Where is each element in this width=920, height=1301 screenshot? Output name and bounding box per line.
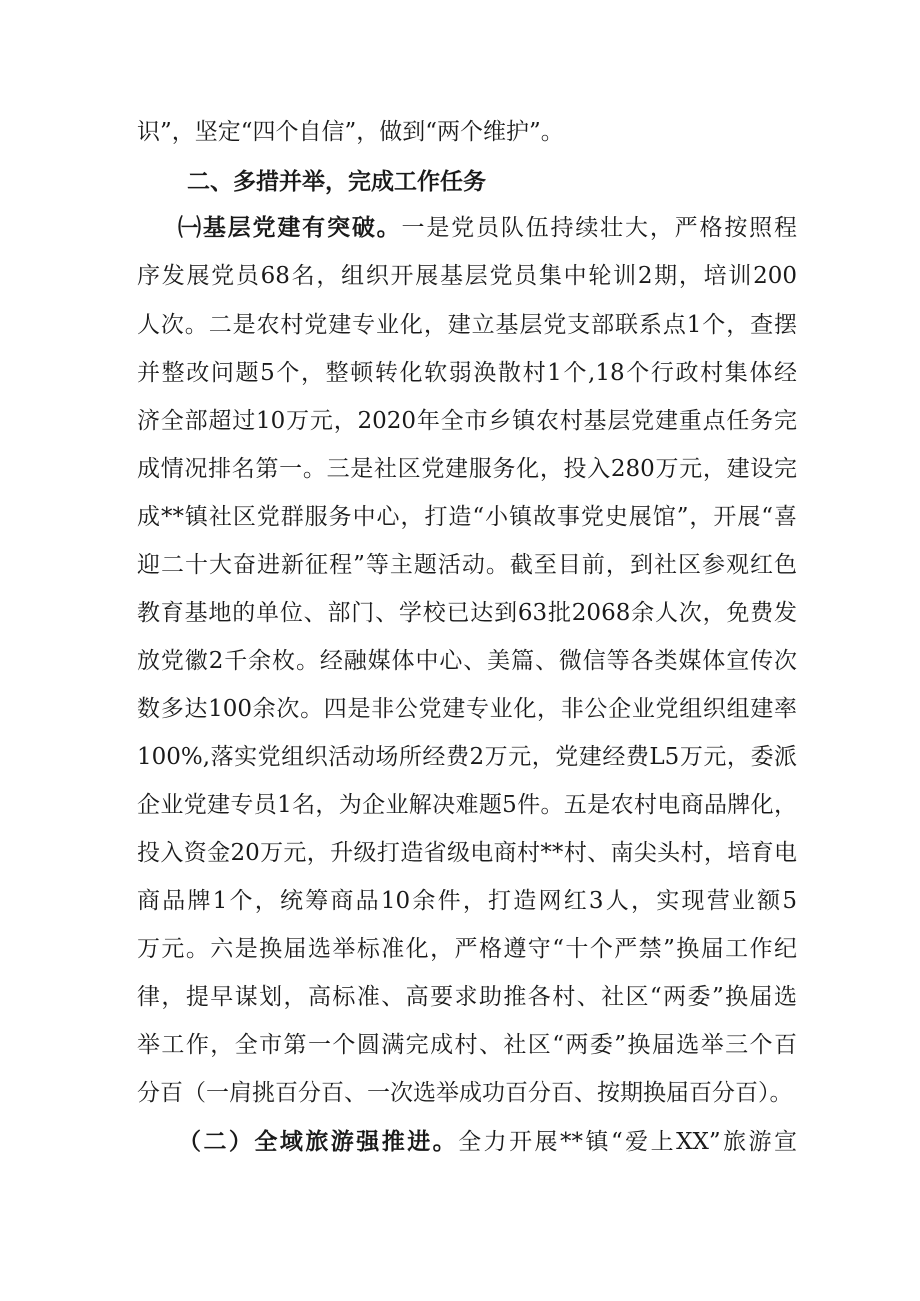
paragraph1-first-line [178, 213, 797, 243]
paragraph1-line: 举工作，全市第一个圆满完成村、社区“两委”换届选举三个百 [137, 1032, 797, 1058]
paragraph1-line: 济全部超过10万元，2020年全市乡镇农村基层党建重点任务完 [137, 408, 797, 434]
paragraph1-line: 迎二十大奋进新征程”等主题活动。截至目前，到社区参观红色 [137, 552, 797, 578]
paragraph2-first-line [178, 1127, 797, 1157]
paragraph1-line: 律，提早谋划，高标准、高要求助推各村、社区“两委”换届选 [137, 984, 797, 1010]
paragraph1-line: 人次。二是农村党建专业化，建立基层党支部联系点1个，查摆 [137, 312, 797, 338]
paragraph1-line: 万元。六是换届选举标准化，严格遵守“十个严禁”换届工作纪 [137, 936, 797, 962]
section-heading: 二、多措并举，完成工作任务 [187, 168, 486, 195]
paragraph1-line: 商品牌1个，统筹商品10余件，打造网红3人，实现营业额5 [137, 888, 797, 914]
paragraph1-line: 100%,落实党组织活动场所经费2万元，党建经费L5万元，委派 [137, 744, 797, 770]
paragraph2-rest: 全力开展**镇“爱上XX”旅游宣 [458, 1129, 798, 1155]
paragraph1-line: 序发展党员68名，组织开展基层党员集中轮训2期，培训200 [137, 263, 797, 289]
paragraph1-line: 成情况排名第一。三是社区党建服务化，投入280万元，建设完 [137, 456, 797, 482]
paragraph1-line: 投入资金20万元，升级打造省级电商村**村、南尖头村，培育电 [137, 840, 797, 866]
paragraph1-last-line: 分百（一肩挑百分百、一次选举成功百分百、按期换届百分百）。 [137, 1080, 793, 1106]
continuation-line: 识”，坚定“四个自信”，做到“两个维护”。 [137, 119, 564, 145]
paragraph2-lead: （二）全域旅游强推进。 [178, 1128, 459, 1155]
paragraph1-line: 成**镇社区党群服务中心，打造“小镇故事党史展馆”，开展“喜 [137, 504, 797, 530]
paragraph1-lead: ㈠基层党建有突破。 [178, 214, 402, 241]
paragraph1-first-rest: 一是党员队伍持续壮大，严格按照程 [401, 215, 798, 241]
paragraph1-line: 并整改问题5个，整顿转化软弱涣散村1个,18个行政村集体经 [137, 360, 797, 386]
paragraph1-line: 教育基地的单位、部门、学校已达到63批2068余人次，免费发 [137, 600, 797, 626]
paragraph1-line: 放党徽2千余枚。经融媒体中心、美篇、微信等各类媒体宣传次 [137, 648, 797, 674]
paragraph1-line: 数多达100余次。四是非公党建专业化，非公企业党组织组建率 [137, 696, 797, 722]
paragraph1-line: 企业党建专员1名，为企业解决难题5件。五是农村电商品牌化， [137, 792, 797, 818]
